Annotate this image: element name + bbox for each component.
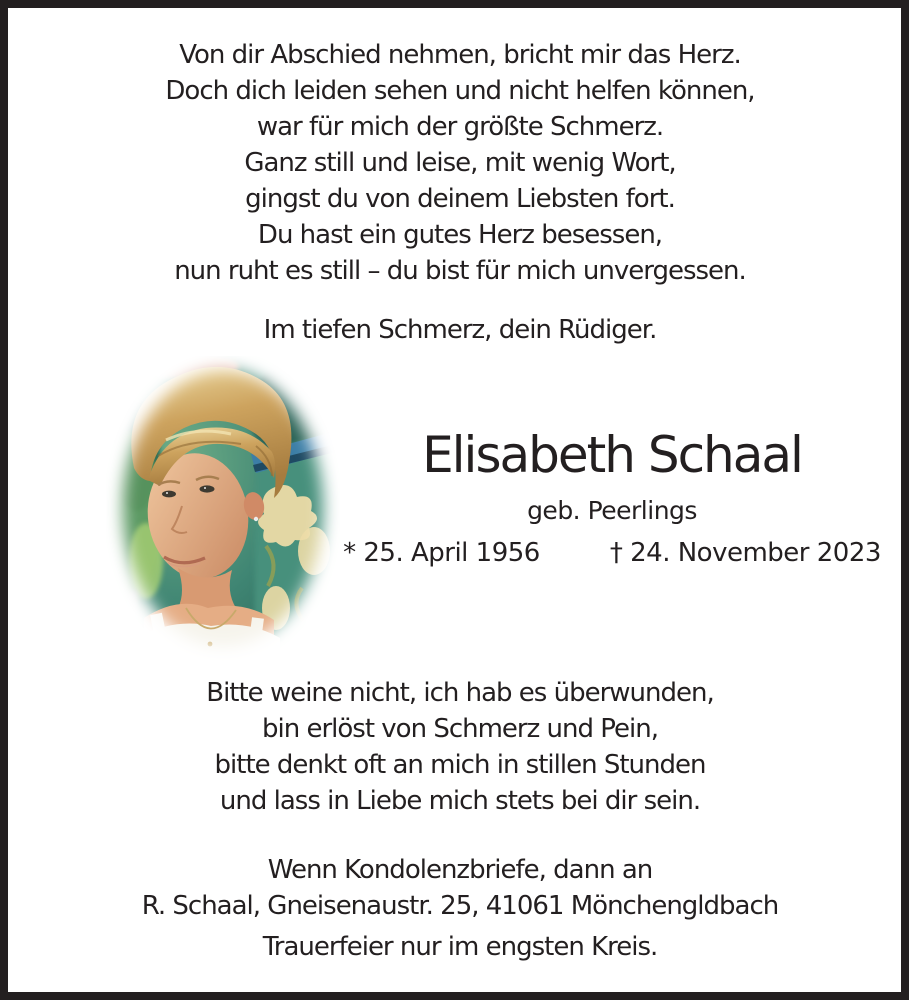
poem-line: Ganz still und leise, mit wenig Wort, (244, 148, 676, 178)
poem-line: Du hast ein gutes Herz besessen, (257, 220, 663, 250)
condolence-address (0, 852, 909, 924)
condolence-line: R. Schaal, Gneisenaustr. 25, 41061 Mönchengldbach (141, 891, 779, 921)
poem-line: bin erlöst von Schmerz und Pein, (262, 714, 658, 744)
portrait-photo (106, 356, 340, 663)
life-dates (343, 537, 881, 569)
poem-line: war für mich der größte Schmerz. (256, 112, 664, 142)
poem-line: nun ruht es still – du bist für mich unvergessen. (174, 256, 746, 286)
memorial-poem (0, 37, 909, 289)
poem-line: Bitte weine nicht, ich hab es überwunden, (206, 678, 714, 708)
birth-date: * 25. April 1956 (343, 538, 540, 568)
deceased-name: Elisabeth Schaal (422, 426, 802, 484)
funeral-note: Trauerfeier nur im engsten Kreis. (262, 932, 658, 962)
poem-line: Von dir Abschied nehmen, bricht mir das Herz. (179, 40, 741, 70)
farewell-poem (0, 675, 909, 819)
death-date: † 24. November 2023 (609, 538, 881, 568)
poem-line: bitte denkt oft an mich in stillen Stunden (214, 750, 706, 780)
condolence-line: Wenn Kondolenzbriefe, dann an (267, 855, 653, 885)
dedication-line: Im tiefen Schmerz, dein Rüdiger. (263, 315, 657, 345)
poem-line: und lass in Liebe mich stets bei dir sein. (219, 786, 701, 816)
maiden-name: geb. Peerlings (527, 496, 697, 525)
poem-line: gingst du von deinem Liebsten fort. (245, 184, 675, 214)
poem-line: Doch dich leiden sehen und nicht helfen können, (165, 76, 755, 106)
